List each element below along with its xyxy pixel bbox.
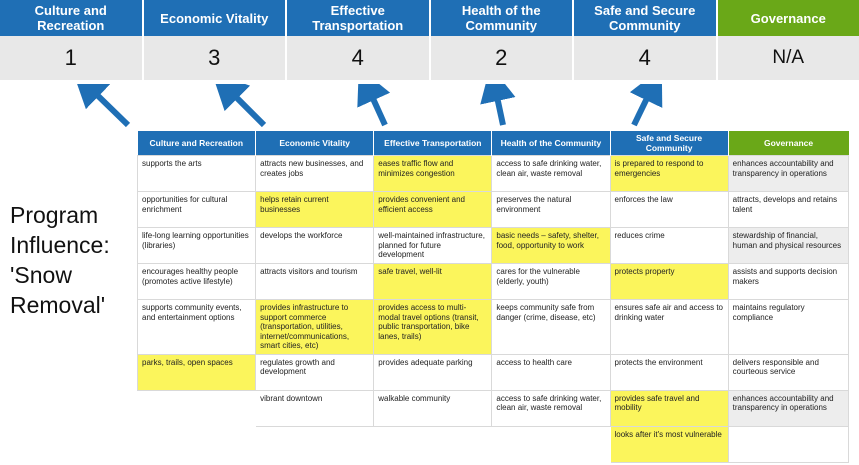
matrix-cell: basic needs – safety, shelter, food, opportunity to work [492, 228, 610, 264]
scorecard-score-governance: N/A [772, 47, 805, 68]
scorecard-score-culture-and-recreation: 1 [0, 36, 144, 80]
matrix-cell: regulates growth and development [256, 354, 374, 390]
matrix-cell: parks, trails, open spaces [138, 354, 256, 390]
matrix-cell: attracts, develops and retains talent [728, 192, 848, 228]
matrix-body [138, 156, 849, 463]
table-row [138, 354, 849, 390]
matrix-header-health-of-the-community: Health of the Community [492, 131, 610, 156]
matrix-cell: well-maintained infrastructure, planned for future development [374, 228, 492, 264]
matrix-cell: provides safe travel and mobility [610, 390, 728, 426]
table-row [138, 390, 849, 426]
matrix-header-safe-and-secure-community: Safe and Secure Community [610, 131, 728, 156]
matrix-cell: develops the workforce [256, 228, 374, 264]
matrix-header-economic-vitality: Economic Vitality [256, 131, 374, 156]
matrix-cell [256, 426, 374, 462]
matrix-cell: keeps community safe from danger (crime, disease, etc) [492, 300, 610, 355]
matrix-cell: access to health care [492, 354, 610, 390]
matrix-cell: opportunities for cultural enrichment [138, 192, 256, 228]
arrow-icon-health-of-the-community [496, 92, 503, 125]
table-row [138, 300, 849, 355]
arrow-icon-culture-and-recreation [92, 90, 128, 125]
scorecard-score-safe-and-secure-community: 4 [574, 36, 718, 80]
matrix-cell: provides infrastructure to support commerce (transportation, utilities, internet/communications, smart cities, etc) [256, 300, 374, 355]
matrix-cell: access to safe drinking water, clean air, waste removal [492, 390, 610, 426]
matrix-cell: is prepared to respond to emergencies [610, 156, 728, 192]
arrow-icon-economic-vitality [231, 92, 264, 125]
diagram-caption: Program Influence: 'Snow Removal' [10, 202, 110, 318]
table-row [138, 192, 849, 228]
matrix-cell: safe travel, well-lit [374, 264, 492, 300]
arrow-icon-effective-transportation [370, 92, 385, 125]
matrix-cell: helps retain current businesses [256, 192, 374, 228]
scorecard-score-row [0, 36, 859, 80]
arrow-group [0, 84, 859, 129]
matrix-header-culture-and-recreation: Culture and Recreation [138, 131, 256, 156]
scorecard-header-safe-and-secure-community: Safe and Secure Community [574, 0, 718, 36]
matrix-cell [138, 426, 256, 462]
matrix-cell: provides adequate parking [374, 354, 492, 390]
scorecard-header-governance: Governance [718, 0, 859, 36]
table-row [138, 426, 849, 462]
table-row [138, 156, 849, 192]
scorecard-header-row [0, 0, 859, 36]
matrix-cell: attracts new businesses, and creates jobs [256, 156, 374, 192]
matrix-cell: preserves the natural environment [492, 192, 610, 228]
matrix-cell: enhances accountability and transparency in operations [728, 156, 848, 192]
matrix-cell: provides access to multi-modal travel options (transit, public transportation, bike lanes, trails) [374, 300, 492, 355]
arrow-icon-safe-and-secure-community [634, 92, 650, 125]
matrix-cell [138, 390, 256, 426]
scorecard-score-economic-vitality: 3 [144, 36, 288, 80]
matrix-cell: access to safe drinking water, clean air, waste removal [492, 156, 610, 192]
matrix-cell: provides convenient and efficient access [374, 192, 492, 228]
matrix-cell: delivers responsible and courteous service [728, 354, 848, 390]
matrix-cell [374, 426, 492, 462]
matrix-cell: supports community events, and entertainment options [138, 300, 256, 355]
matrix-cell: stewardship of financial, human and physical resources [728, 228, 848, 264]
matrix-cell: vibrant downtown [256, 390, 374, 426]
matrix-header-governance: Governance [728, 131, 848, 156]
matrix-cell: maintains regulatory compliance [728, 300, 848, 355]
matrix-cell: enhances accountability and transparency in operations [728, 390, 848, 426]
table-row [138, 264, 849, 300]
matrix-cell [492, 426, 610, 462]
matrix-cell: looks after it's most vulnerable [610, 426, 728, 462]
matrix-cell: attracts visitors and tourism [256, 264, 374, 300]
scorecard-score-effective-transportation: 4 [287, 36, 431, 80]
influence-matrix [137, 131, 849, 463]
matrix-cell: encourages healthy people (promotes active lifestyle) [138, 264, 256, 300]
scorecard-header-culture-and-recreation: Culture and Recreation [0, 0, 144, 36]
matrix-cell: ensures safe air and access to drinking water [610, 300, 728, 355]
matrix-cell: assists and supports decision makers [728, 264, 848, 300]
matrix-cell: walkable community [374, 390, 492, 426]
matrix-cell: protects the environment [610, 354, 728, 390]
matrix-header-effective-transportation: Effective Transportation [374, 131, 492, 156]
matrix-cell: reduces crime [610, 228, 728, 264]
matrix-cell [728, 426, 848, 462]
matrix-cell: enforces the law [610, 192, 728, 228]
scorecard-header-effective-transportation: Effective Transportation [287, 0, 431, 36]
matrix-cell: supports the arts [138, 156, 256, 192]
matrix-cell: cares for the vulnerable (elderly, youth) [492, 264, 610, 300]
matrix-header-row [138, 131, 849, 156]
matrix-cell: protects property [610, 264, 728, 300]
matrix-cell: life-long learning opportunities (libraries) [138, 228, 256, 264]
scorecard-banner [0, 0, 859, 84]
scorecard-score-health-of-the-community: 2 [431, 36, 575, 80]
table-row [138, 228, 849, 264]
scorecard-header-health-of-the-community: Health of the Community [431, 0, 575, 36]
matrix-cell: eases traffic flow and minimizes congestion [374, 156, 492, 192]
scorecard-header-economic-vitality: Economic Vitality [144, 0, 288, 36]
